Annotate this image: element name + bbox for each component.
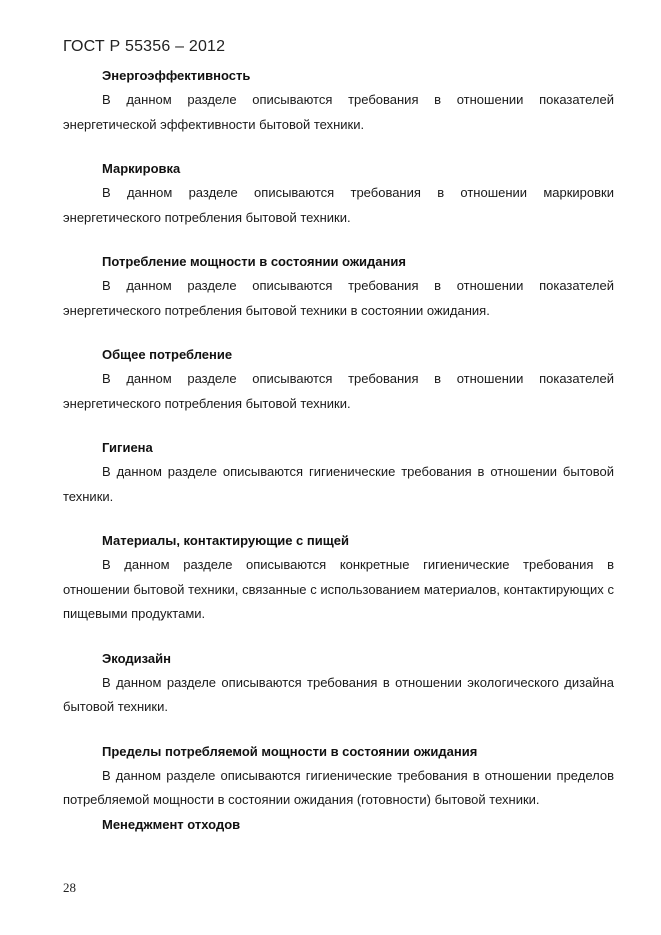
- section-energy-efficiency: [63, 64, 614, 137]
- section-standby-consumption: [63, 250, 614, 323]
- section-body: В данном разделе описываются требования в отношении маркировки энергетического потребления бытовой техники.: [63, 185, 614, 225]
- standard-header: ГОСТ Р 55356 – 2012: [63, 38, 226, 55]
- document-content: [63, 64, 614, 837]
- section-food-contact-materials: [63, 529, 614, 627]
- section-hygiene: [63, 436, 614, 509]
- page-number: 28: [63, 880, 76, 895]
- section-title: Общее потребление: [102, 347, 233, 362]
- section-body: В данном разделе описываются требования в отношении показателей энергетического потребления бытовой техники.: [63, 371, 614, 411]
- section-body: В данном разделе описываются требования в отношении показателей энергетического потребления бытовой техники в состоянии ожидания.: [63, 278, 614, 318]
- section-title: Пределы потребляемой мощности в состоянии ожидания: [102, 743, 478, 759]
- section-body: В данном разделе описываются гигиенические требования в отношении бытовой техники.: [63, 464, 614, 504]
- section-title: Материалы, контактирующие с пищей: [102, 533, 349, 548]
- section-standby-power-limits: [63, 740, 614, 813]
- section-title: Экодизайн: [102, 650, 171, 666]
- section-body: В данном разделе описываются требования в отношении экологического дизайна бытовой техники.: [63, 674, 614, 714]
- section-title: Менеджмент отходов: [102, 816, 241, 832]
- section-body: В данном разделе описываются конкретные гигиенические требования в отношении бытовой техники, связанные с использованием материалов, контактирующих с пищевыми продуктами.: [63, 557, 614, 621]
- section-title: Маркировка: [102, 161, 181, 176]
- section-title: Энергоэффективность: [102, 68, 251, 83]
- section-title: Гигиена: [102, 440, 153, 455]
- section-ecodesign: [63, 647, 614, 720]
- section-waste-management: [63, 813, 614, 837]
- section-body: В данном разделе описываются гигиенические требования в отношении пределов потребляемой мощности в состоянии ожидания (готовности) бытовой техники.: [63, 767, 614, 807]
- section-title: Потребление мощности в состоянии ожидания: [102, 254, 406, 269]
- section-body: В данном разделе описываются требования в отношении показателей энергетической эффективности бытовой техники.: [63, 92, 614, 132]
- section-labeling: [63, 157, 614, 230]
- section-total-consumption: [63, 343, 614, 416]
